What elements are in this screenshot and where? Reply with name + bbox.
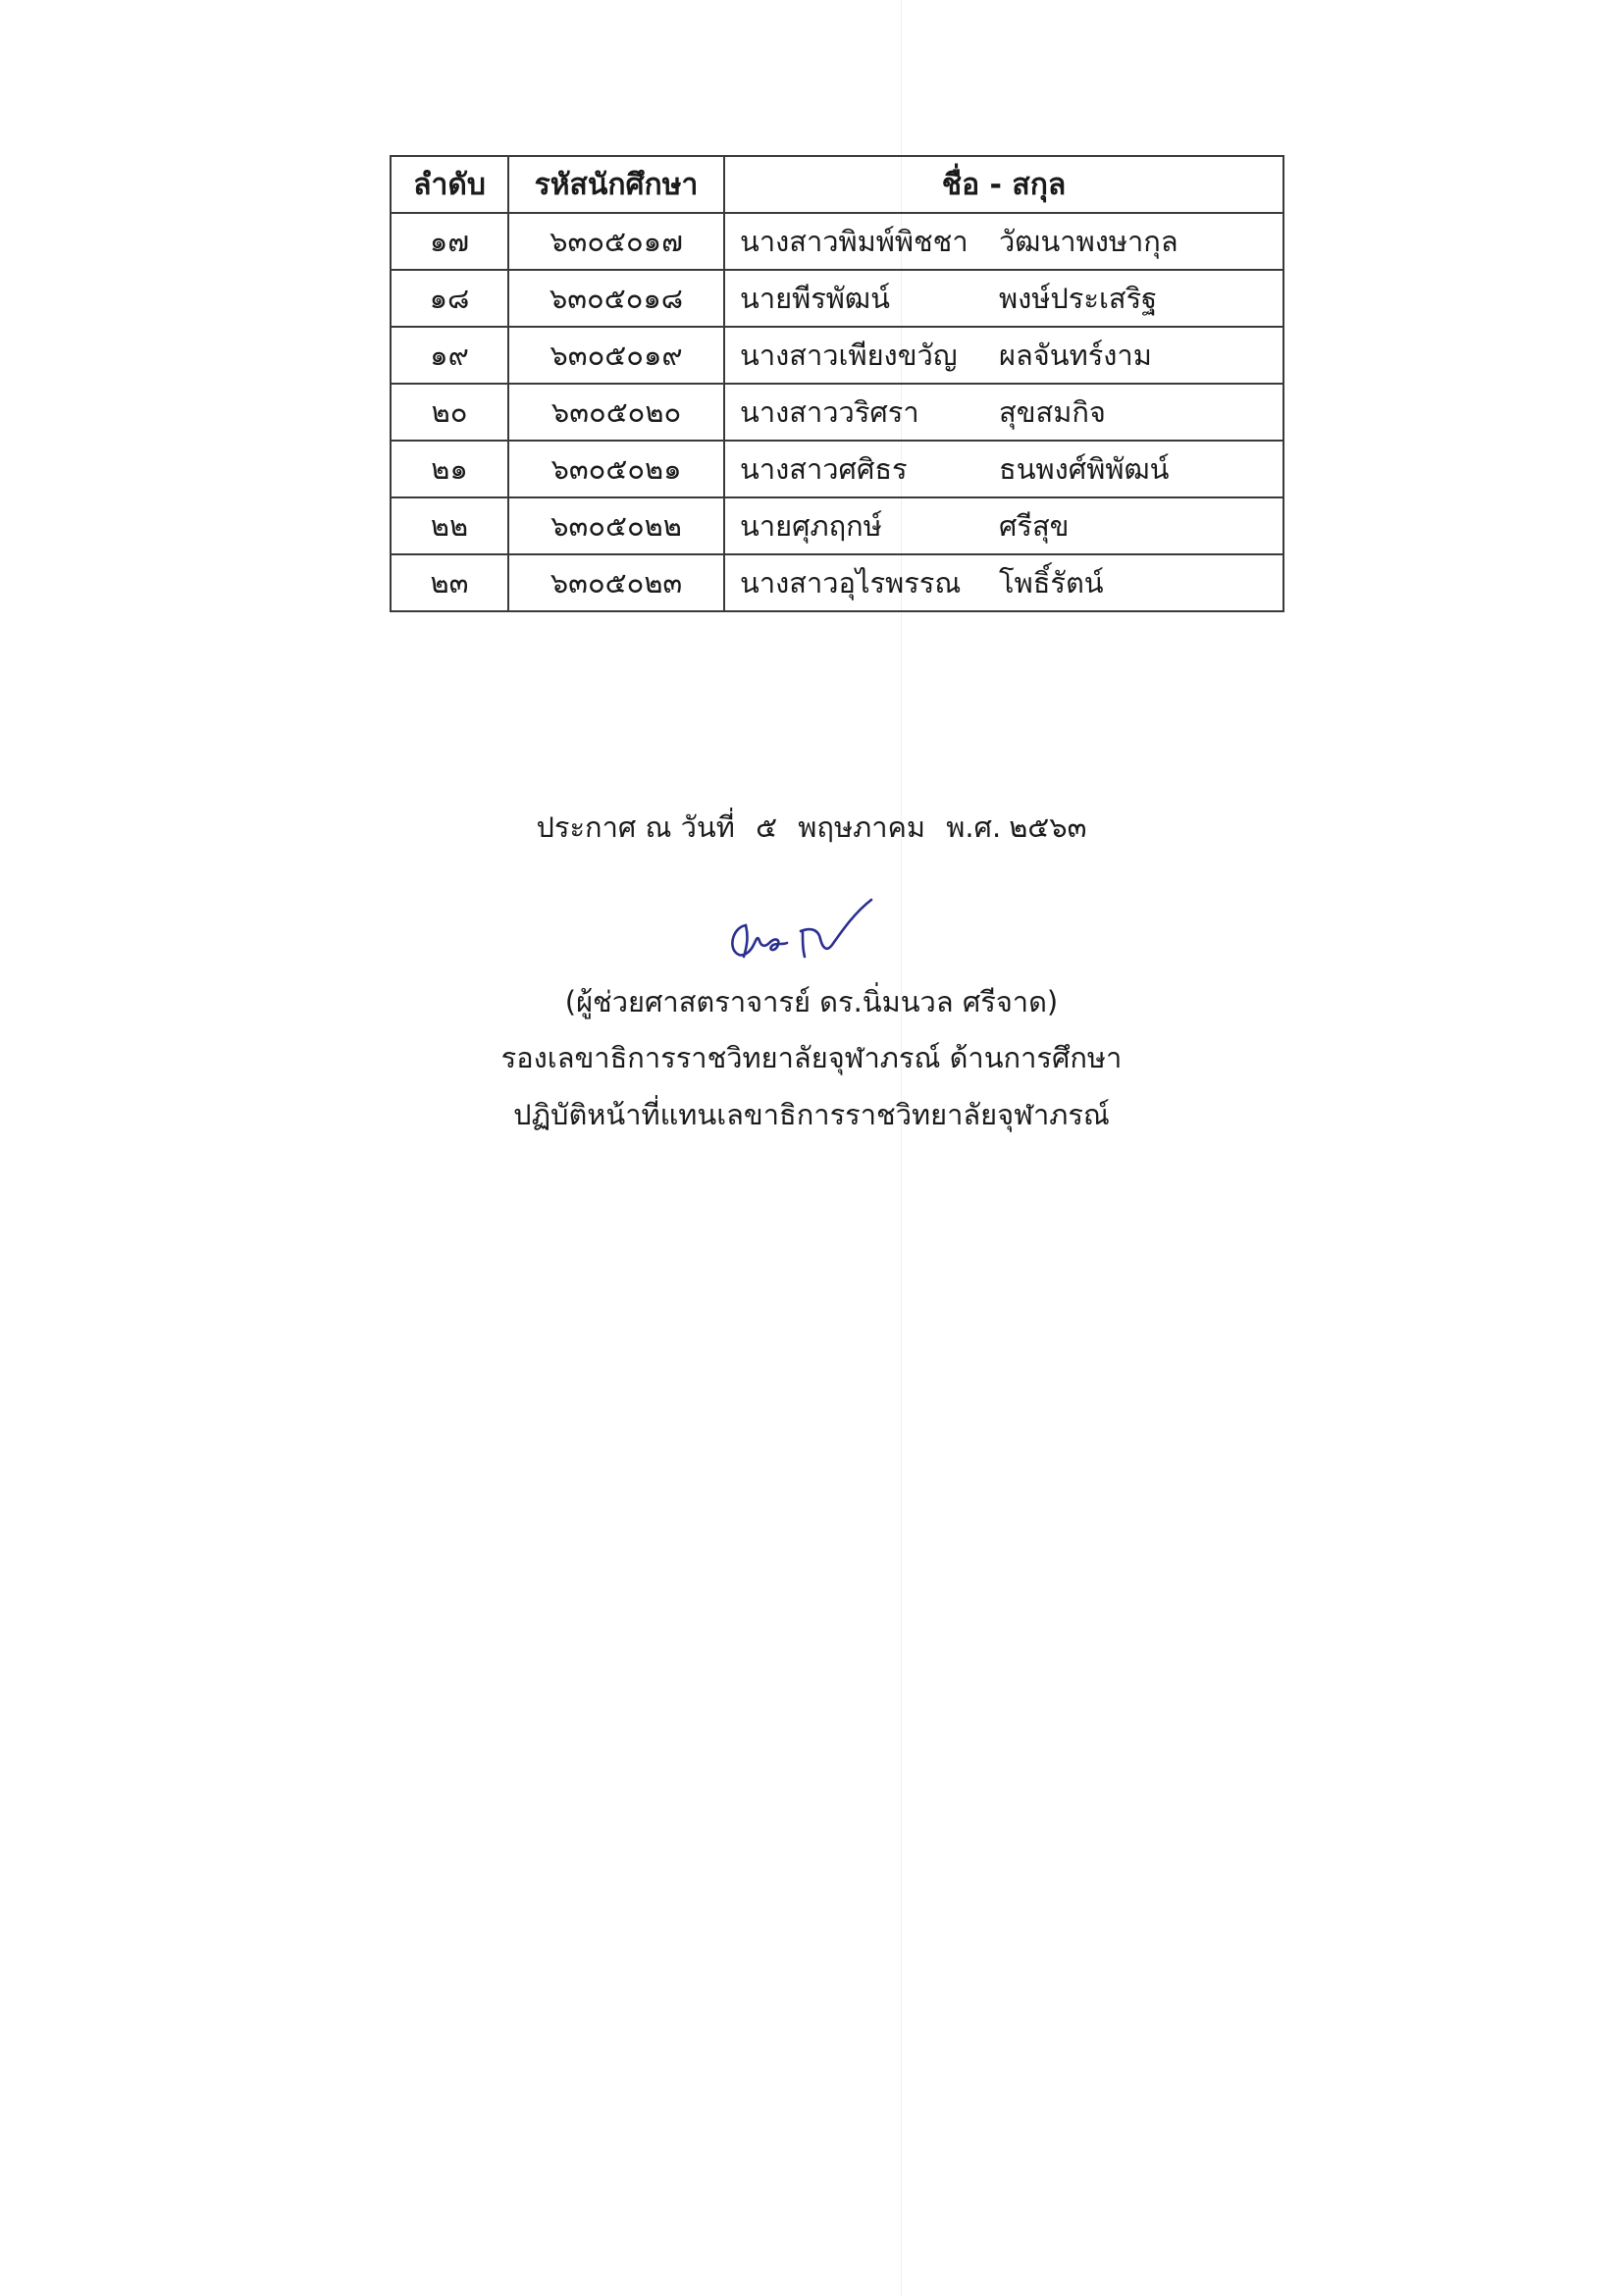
row-last-name: ศรีสุข [999, 509, 1070, 543]
row-first-name: นางสาวศศิธร [740, 452, 908, 486]
announcement-year-label: พ.ศ. [946, 810, 1002, 844]
signatory-title-line-1: รองเลขาธิการราชวิทยาลัยจุฬาภรณ์ ด้านการศึกษา [500, 1041, 1123, 1074]
row-full-name [724, 384, 1283, 441]
row-student-code: ๖๓๐๕๐๒๑ [508, 441, 724, 497]
row-first-name: นายศุภฤกษ์ [740, 509, 882, 543]
row-order: ๒๓ [391, 554, 508, 611]
row-last-name: วัฒนาพงษากุล [999, 225, 1178, 258]
handwritten-signature [716, 888, 893, 966]
header-full-name: ชื่อ - สกุล [724, 156, 1283, 213]
signatory-title-line-2: ปฏิบัติหน้าที่แทนเลขาธิการราชวิทยาลัยจุฬาภรณ์ [513, 1098, 1110, 1131]
header-student-code: รหัสนักศึกษา [508, 156, 724, 213]
row-student-code: ๖๓๐๕๐๑๘ [508, 270, 724, 327]
header-order: ลำดับ [391, 156, 508, 213]
row-order: ๒๑ [391, 441, 508, 497]
table-row [391, 441, 1283, 497]
announcement-month: พฤษภาคม [798, 810, 925, 844]
announcement-year: ๒๕๖๓ [1009, 810, 1087, 844]
announcement-date-line [0, 805, 1623, 850]
row-first-name: นางสาวพิมพ์พิชชา [740, 225, 969, 258]
row-order: ๑๗ [391, 213, 508, 270]
row-order: ๑๙ [391, 327, 508, 384]
student-table [390, 155, 1284, 612]
table-row [391, 327, 1283, 384]
table-row [391, 213, 1283, 270]
row-last-name: ธนพงศ์พิพัฒน์ [999, 452, 1170, 486]
row-student-code: ๖๓๐๕๐๑๗ [508, 213, 724, 270]
row-full-name [724, 497, 1283, 554]
table-row [391, 554, 1283, 611]
row-order: ๑๘ [391, 270, 508, 327]
row-order: ๒๒ [391, 497, 508, 554]
announcement-day: ๕ [756, 810, 778, 844]
row-full-name [724, 441, 1283, 497]
signatory-name: (ผู้ช่วยศาสตราจารย์ ดร.นิ่มนวล ศรีจาด) [564, 985, 1059, 1018]
row-full-name [724, 554, 1283, 611]
row-first-name: นายพีรพัฒน์ [740, 282, 890, 315]
row-order: ๒๐ [391, 384, 508, 441]
row-last-name: ผลจันทร์งาม [999, 339, 1152, 372]
row-last-name: โพธิ์รัตน์ [999, 566, 1104, 600]
signature-ink-strokes [732, 900, 871, 957]
row-first-name: นางสาววริศรา [740, 395, 919, 429]
row-student-code: ๖๓๐๕๐๒๓ [508, 554, 724, 611]
row-first-name: นางสาวอุไรพรรณ [740, 566, 962, 600]
row-first-name: นางสาวเพียงขวัญ [740, 339, 958, 372]
table-row [391, 270, 1283, 327]
row-student-code: ๖๓๐๕๐๑๙ [508, 327, 724, 384]
row-last-name: พงษ์ประเสริฐ [999, 282, 1158, 315]
row-student-code: ๖๓๐๕๐๒๒ [508, 497, 724, 554]
row-full-name [724, 213, 1283, 270]
row-full-name [724, 327, 1283, 384]
table-header-row [391, 156, 1283, 213]
table-row [391, 497, 1283, 554]
table-row [391, 384, 1283, 441]
announcement-prefix: ประกาศ ณ วันที่ [536, 810, 735, 844]
row-last-name: สุขสมกิจ [999, 395, 1106, 429]
row-student-code: ๖๓๐๕๐๒๐ [508, 384, 724, 441]
row-full-name [724, 270, 1283, 327]
